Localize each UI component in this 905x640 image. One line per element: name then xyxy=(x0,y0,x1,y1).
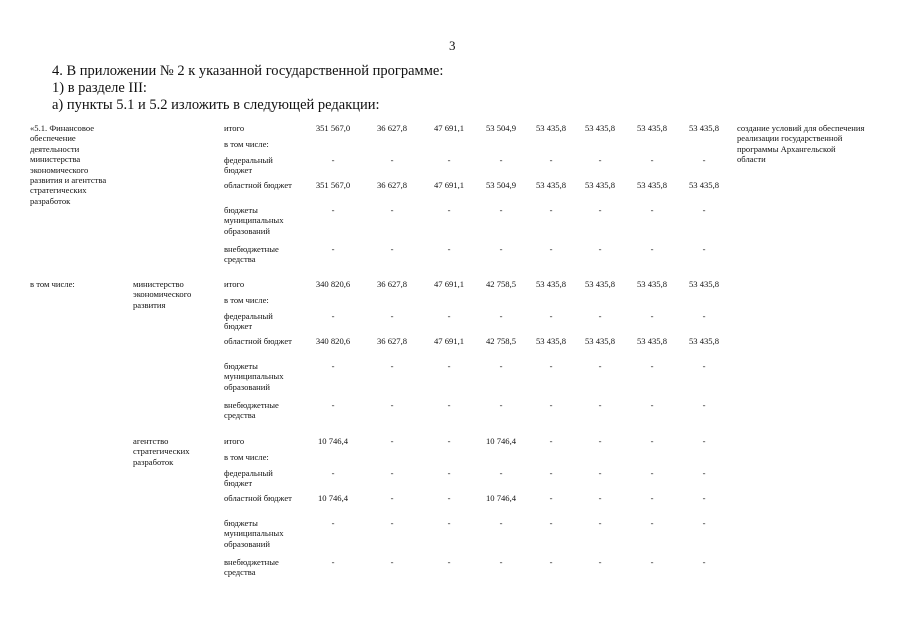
value-cell: - xyxy=(447,155,451,165)
including-label: в том числе: xyxy=(30,279,75,289)
row-label: внебюджетные средства xyxy=(224,400,279,421)
value-cell: - xyxy=(702,400,706,410)
value-cell: - xyxy=(598,468,602,478)
item-title: «5.1. Финансовое обеспечение деятельности министерства экономического развития и агентства стратегических разработок xyxy=(30,123,107,206)
value-cell: - xyxy=(549,205,553,215)
value-cell: 36 627,8 xyxy=(376,180,408,190)
value-cell: - xyxy=(702,155,706,165)
value-cell: - xyxy=(499,244,503,254)
value-cell: - xyxy=(702,244,706,254)
value-cell: - xyxy=(390,557,394,567)
value-cell: - xyxy=(598,311,602,321)
value-cell: 340 820,6 xyxy=(315,336,351,346)
row-label: в том числе: xyxy=(224,452,269,462)
row-label: внебюджетные средства xyxy=(224,244,279,265)
value-cell: - xyxy=(499,361,503,371)
value-cell: - xyxy=(549,155,553,165)
value-cell: - xyxy=(390,400,394,410)
row-label: бюджеты муниципальных образований xyxy=(224,205,284,236)
value-cell: - xyxy=(499,518,503,528)
value-cell: 53 435,8 xyxy=(535,180,567,190)
value-cell: - xyxy=(447,400,451,410)
value-cell: - xyxy=(331,244,335,254)
value-cell: - xyxy=(390,493,394,503)
value-cell: 47 691,1 xyxy=(433,180,465,190)
row-label: внебюджетные средства xyxy=(224,557,279,578)
value-cell: 53 435,8 xyxy=(688,279,720,289)
value-cell: 351 567,0 xyxy=(315,180,351,190)
value-cell: - xyxy=(650,361,654,371)
row-label: в том числе: xyxy=(224,295,269,305)
value-cell: - xyxy=(702,361,706,371)
value-cell: - xyxy=(390,436,394,446)
value-cell: - xyxy=(390,205,394,215)
value-cell: - xyxy=(390,468,394,478)
executor-name: агентство стратегических разработок xyxy=(133,436,190,467)
value-cell: - xyxy=(598,400,602,410)
value-cell: 47 691,1 xyxy=(433,336,465,346)
row-label: итого xyxy=(224,436,245,446)
value-cell: - xyxy=(549,436,553,446)
row-label: областной бюджет xyxy=(224,180,292,190)
value-cell: 36 627,8 xyxy=(376,336,408,346)
value-cell: 53 435,8 xyxy=(584,336,616,346)
value-cell: 53 504,9 xyxy=(485,180,517,190)
row-label: федеральный бюджет xyxy=(224,311,273,332)
value-cell: - xyxy=(331,155,335,165)
value-cell: - xyxy=(598,155,602,165)
value-cell: - xyxy=(447,244,451,254)
row-label: областной бюджет xyxy=(224,493,292,503)
value-cell: - xyxy=(702,205,706,215)
item-goal: создание условий для обеспечения реализации государственной программы Архангельской области xyxy=(737,123,865,165)
value-cell: - xyxy=(549,244,553,254)
value-cell: 42 758,5 xyxy=(485,336,517,346)
value-cell: 53 435,8 xyxy=(688,336,720,346)
value-cell: - xyxy=(598,493,602,503)
row-label: федеральный бюджет xyxy=(224,155,273,176)
value-cell: - xyxy=(549,311,553,321)
value-cell: - xyxy=(390,361,394,371)
value-cell: 47 691,1 xyxy=(433,279,465,289)
value-cell: - xyxy=(598,436,602,446)
value-cell: - xyxy=(702,557,706,567)
value-cell: 351 567,0 xyxy=(315,123,351,133)
row-label: итого xyxy=(224,279,245,289)
value-cell: - xyxy=(549,493,553,503)
value-cell: - xyxy=(331,311,335,321)
value-cell: - xyxy=(650,436,654,446)
executor-name: министерство экономического развития xyxy=(133,279,192,310)
value-cell: - xyxy=(390,155,394,165)
row-label: итого xyxy=(224,123,245,133)
intro-line-3: а) пункты 5.1 и 5.2 изложить в следующей редакции: xyxy=(52,97,380,113)
value-cell: - xyxy=(499,155,503,165)
value-cell: - xyxy=(499,468,503,478)
value-cell: - xyxy=(499,557,503,567)
value-cell: - xyxy=(447,361,451,371)
value-cell: 10 746,4 xyxy=(485,436,517,446)
value-cell: 53 435,8 xyxy=(636,336,668,346)
value-cell: - xyxy=(499,311,503,321)
value-cell: - xyxy=(549,557,553,567)
value-cell: 53 435,8 xyxy=(535,279,567,289)
value-cell: 53 435,8 xyxy=(584,123,616,133)
value-cell: 340 820,6 xyxy=(315,279,351,289)
value-cell: - xyxy=(702,468,706,478)
value-cell: 53 504,9 xyxy=(485,123,517,133)
value-cell: - xyxy=(549,518,553,528)
value-cell: - xyxy=(650,557,654,567)
value-cell: 10 746,4 xyxy=(317,436,349,446)
value-cell: 53 435,8 xyxy=(535,123,567,133)
page-number: 3 xyxy=(449,38,456,53)
value-cell: - xyxy=(702,436,706,446)
row-label: федеральный бюджет xyxy=(224,468,273,489)
value-cell: - xyxy=(598,244,602,254)
value-cell: - xyxy=(447,557,451,567)
value-cell: - xyxy=(331,518,335,528)
value-cell: - xyxy=(650,311,654,321)
value-cell: - xyxy=(331,400,335,410)
value-cell: - xyxy=(650,244,654,254)
intro-line-1: 4. В приложении № 2 к указанной государственной программе: xyxy=(52,63,444,79)
value-cell: - xyxy=(650,205,654,215)
value-cell: - xyxy=(499,400,503,410)
value-cell: 53 435,8 xyxy=(636,279,668,289)
value-cell: - xyxy=(650,468,654,478)
value-cell: - xyxy=(447,205,451,215)
row-label: областной бюджет xyxy=(224,336,292,346)
value-cell: 10 746,4 xyxy=(317,493,349,503)
value-cell: 53 435,8 xyxy=(584,180,616,190)
intro-line-2: 1) в разделе III: xyxy=(52,80,147,96)
value-cell: 36 627,8 xyxy=(376,123,408,133)
value-cell: - xyxy=(447,436,451,446)
value-cell: - xyxy=(447,311,451,321)
value-cell: - xyxy=(650,400,654,410)
value-cell: 42 758,5 xyxy=(485,279,517,289)
value-cell: 53 435,8 xyxy=(636,180,668,190)
value-cell: 53 435,8 xyxy=(688,123,720,133)
value-cell: - xyxy=(331,557,335,567)
row-label: бюджеты муниципальных образований xyxy=(224,518,284,549)
value-cell: - xyxy=(390,311,394,321)
value-cell: 53 435,8 xyxy=(688,180,720,190)
row-label: бюджеты муниципальных образований xyxy=(224,361,284,392)
value-cell: - xyxy=(499,205,503,215)
value-cell: - xyxy=(447,493,451,503)
value-cell: - xyxy=(598,557,602,567)
value-cell: 47 691,1 xyxy=(433,123,465,133)
value-cell: - xyxy=(331,361,335,371)
value-cell: - xyxy=(598,518,602,528)
value-cell: 53 435,8 xyxy=(584,279,616,289)
value-cell: - xyxy=(598,205,602,215)
value-cell: 53 435,8 xyxy=(636,123,668,133)
value-cell: - xyxy=(331,205,335,215)
value-cell: - xyxy=(390,518,394,528)
value-cell: - xyxy=(331,468,335,478)
value-cell: - xyxy=(650,518,654,528)
value-cell: - xyxy=(549,400,553,410)
row-label: в том числе: xyxy=(224,139,269,149)
value-cell: - xyxy=(549,468,553,478)
value-cell: - xyxy=(702,518,706,528)
value-cell: - xyxy=(650,493,654,503)
value-cell: - xyxy=(447,468,451,478)
value-cell: - xyxy=(702,311,706,321)
value-cell: - xyxy=(447,518,451,528)
value-cell: 10 746,4 xyxy=(485,493,517,503)
value-cell: - xyxy=(598,361,602,371)
value-cell: - xyxy=(549,361,553,371)
value-cell: 53 435,8 xyxy=(535,336,567,346)
value-cell: 36 627,8 xyxy=(376,279,408,289)
value-cell: - xyxy=(702,493,706,503)
value-cell: - xyxy=(650,155,654,165)
value-cell: - xyxy=(390,244,394,254)
